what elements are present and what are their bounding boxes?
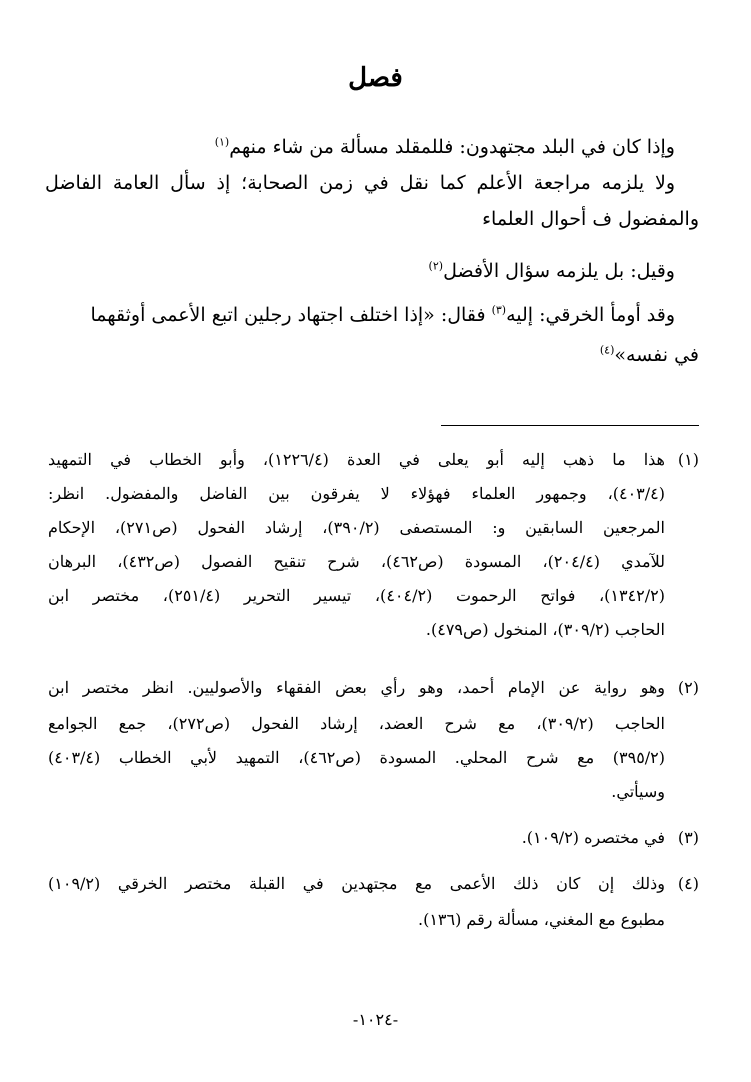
footnote-separator	[441, 425, 699, 426]
footnote-1-number: (١)	[677, 450, 699, 469]
footnote-2-line-3: (٣٩٥/٢) مع شرح المحلي. المسودة (ص٤٦٢)، التمهيد لأبي الخطاب (٤٠٣/٤)	[48, 748, 665, 767]
main-line-4-text: وقيل: بل يلزمه سؤال الأفضل	[443, 260, 675, 282]
main-line-5-text-a: وقد أومأ الخرقي: إليه	[506, 304, 675, 326]
footnote-ref-1: (١)	[214, 135, 230, 149]
main-line-5-text-b: فقال: «إذا اختلف اجتهاد رجلين اتبع الأعمى أوثقهما	[90, 304, 492, 326]
main-line-5	[45, 298, 675, 332]
footnote-ref-2: (٢)	[428, 259, 444, 273]
footnote-1-line-5: (١٣٤٢/٢)، فواتح الرحموت (٤٠٤/٢)، تيسير التحرير (٢٥١/٤)، مختصر ابن	[48, 586, 665, 605]
footnote-1-line-1	[48, 444, 699, 476]
footnote-2-line-1-text: وهو رواية عن الإمام أحمد، وهو رأي بعض الفقهاء والأصوليين. انظر مختصر ابن	[48, 678, 665, 697]
main-line-6-text: في نفسه»	[614, 344, 699, 366]
main-line-4	[45, 254, 675, 288]
footnote-2-line-2: الحاجب (٣٠٩/٢)، مع شرح العضد، إرشاد الفحول (ص٢٧٢)، جمع الجوامع	[48, 714, 665, 733]
main-line-1	[45, 130, 675, 164]
footnote-1-line-6: الحاجب (٣٠٩/٢)، المنخول (ص٤٧٩).	[425, 620, 665, 639]
footnote-1-line-4: للآمدي (٢٠٤/٤)، المسودة (ص٤٦٢)، شرح تنقيح الفصول (ص٤٣٢)، البرهان	[48, 552, 665, 571]
footnote-2-line-1	[48, 672, 699, 704]
footnote-1-line-1-text: هذا ما ذهب إليه أبو يعلى في العدة (١٢٢٦/٤)، وأبو الخطاب في التمهيد	[48, 450, 665, 469]
footnote-4-number: (٤)	[677, 874, 699, 893]
main-line-2: ولا يلزمه مراجعة الأعلم كما نقل في زمن الصحابة؛ إذ سأل العامة الفاضل	[45, 172, 675, 194]
footnote-3-number: (٣)	[677, 828, 699, 847]
footnote-1-line-2: (٤٠٣/٤)، وجمهور العلماء فهؤلاء لا يفرقون بين الفاضل والمفضول. انظر:	[48, 484, 665, 503]
footnote-ref-4: (٤)	[599, 343, 615, 357]
footnote-1-line-3: المرجعين السابقين و: المستصفى (٣٩٠/٢)، إرشاد الفحول (ص٢٧١)، الإحكام	[48, 518, 665, 537]
main-line-3: والمفضول ف أحوال العلماء	[482, 208, 699, 230]
footnote-2-line-4: وسيأتي.	[611, 782, 665, 801]
footnote-3-line-1	[48, 822, 699, 854]
footnote-4-line-2: مطبوع مع المغني، مسألة رقم (١٣٦).	[417, 910, 665, 929]
footnote-2-number: (٢)	[677, 678, 699, 697]
section-title: فصل	[348, 63, 403, 93]
main-line-1-text: وإذا كان في البلد مجتهدون: فللمقلد مسألة من شاء منهم	[229, 136, 675, 158]
page-number: -١٠٢٤-	[352, 1010, 399, 1029]
main-line-6	[45, 338, 699, 372]
footnote-4-line-1	[48, 868, 699, 900]
footnote-4-line-1-text: وذلك إن كان ذلك الأعمى مع مجتهدين في القبلة مختصر الخرقي (١٠٩/٢)	[48, 874, 665, 893]
footnote-ref-3: (٣)	[491, 303, 507, 317]
footnote-3-line-1-text: في مختصره (١٠٩/٢).	[521, 828, 665, 847]
